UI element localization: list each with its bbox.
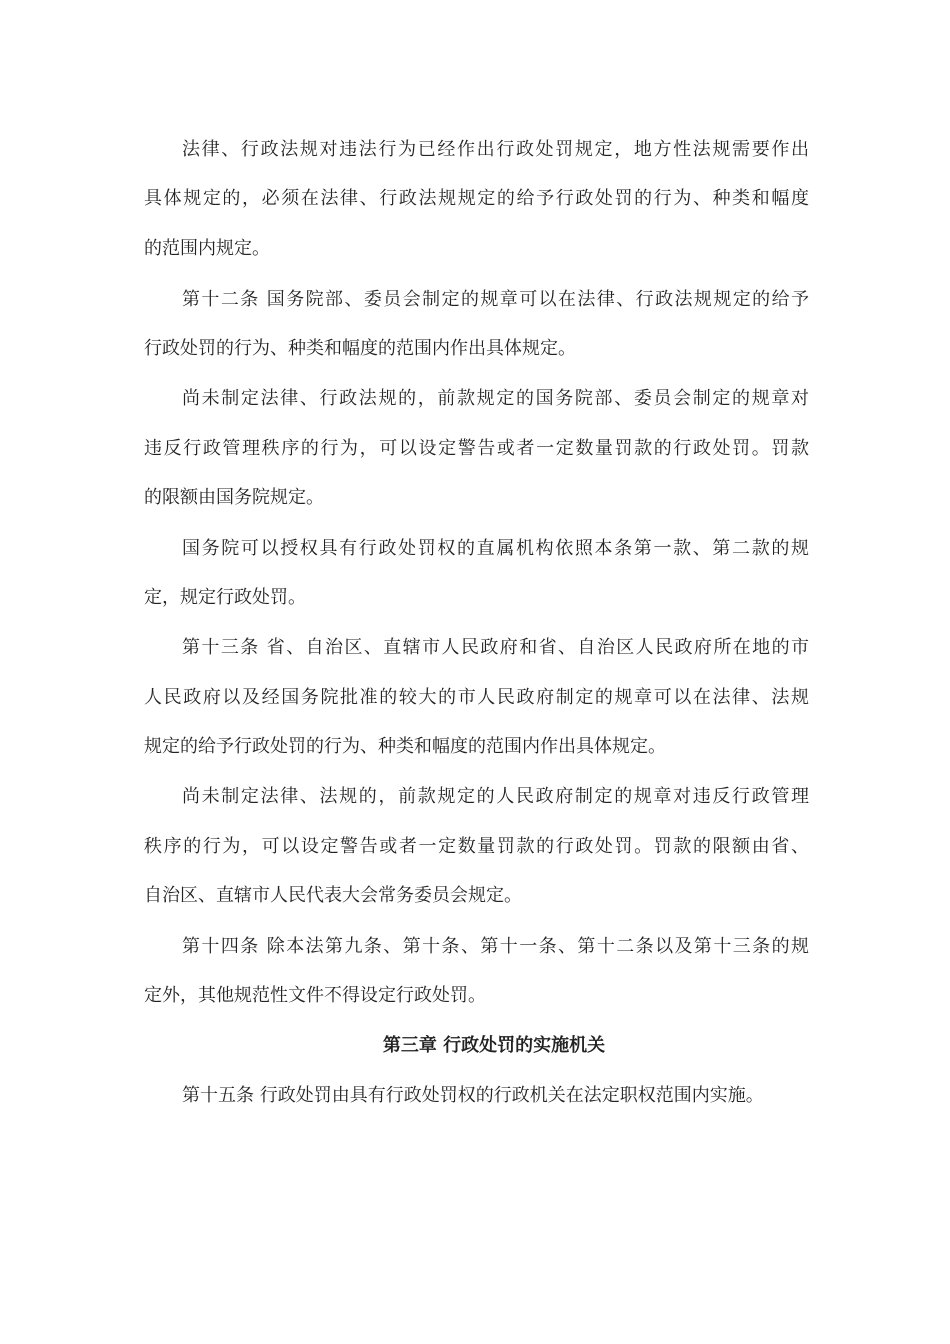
- paragraph-3-line-3: 的限额由国务院规定。: [144, 487, 324, 508]
- paragraph-5-line-2: 人民政府以及经国务院批准的较大的市人民政府制定的规章可以在法律、法规: [144, 687, 809, 708]
- paragraph-6-line-3: 自治区、直辖市人民代表大会常务委员会规定。: [144, 885, 522, 906]
- paragraph-4-line-1: 国务院可以授权具有行政处罚权的直属机构依照本条第一款、第二款的规: [182, 538, 809, 559]
- paragraph-2-line-2: 行政处罚的行为、种类和幅度的范围内作出具体规定。: [144, 338, 576, 359]
- paragraph-6-line-2: 秩序的行为，可以设定警告或者一定数量罚款的行政处罚。罚款的限额由省、: [144, 836, 809, 857]
- paragraph-1-line-1: 法律、行政法规对违法行为已经作出行政处罚规定，地方性法规需要作出: [182, 139, 809, 160]
- paragraph-4-line-2: 定，规定行政处罚。: [144, 587, 306, 608]
- paragraph-7-line-1: 第十四条 除本法第九条、第十条、第十一条、第十二条以及第十三条的规: [182, 936, 809, 957]
- paragraph-1-line-2: 具体规定的，必须在法律、行政法规规定的给予行政处罚的行为、种类和幅度: [144, 188, 809, 209]
- paragraph-5-line-1: 第十三条 省、自治区、直辖市人民政府和省、自治区人民政府所在地的市: [182, 637, 809, 658]
- paragraph-7-line-2: 定外，其他规范性文件不得设定行政处罚。: [144, 985, 486, 1006]
- paragraph-5-line-3: 规定的给予行政处罚的行为、种类和幅度的范围内作出具体规定。: [144, 736, 666, 757]
- paragraph-3-line-2: 违反行政管理秩序的行为，可以设定警告或者一定数量罚款的行政处罚。罚款: [144, 438, 809, 459]
- paragraph-3-line-1: 尚未制定法律、行政法规的，前款规定的国务院部、委员会制定的规章对: [182, 388, 809, 409]
- paragraph-8-line-1: 第十五条 行政处罚由具有行政处罚权的行政机关在法定职权范围内实施。: [182, 1085, 764, 1106]
- chapter-heading: 第三章 行政处罚的实施机关: [382, 1035, 606, 1056]
- paragraph-6-line-1: 尚未制定法律、法规的，前款规定的人民政府制定的规章对违反行政管理: [182, 786, 809, 807]
- paragraph-2-line-1: 第十二条 国务院部、委员会制定的规章可以在法律、行政法规规定的给予: [182, 289, 809, 310]
- paragraph-1-line-3: 的范围内规定。: [144, 238, 270, 259]
